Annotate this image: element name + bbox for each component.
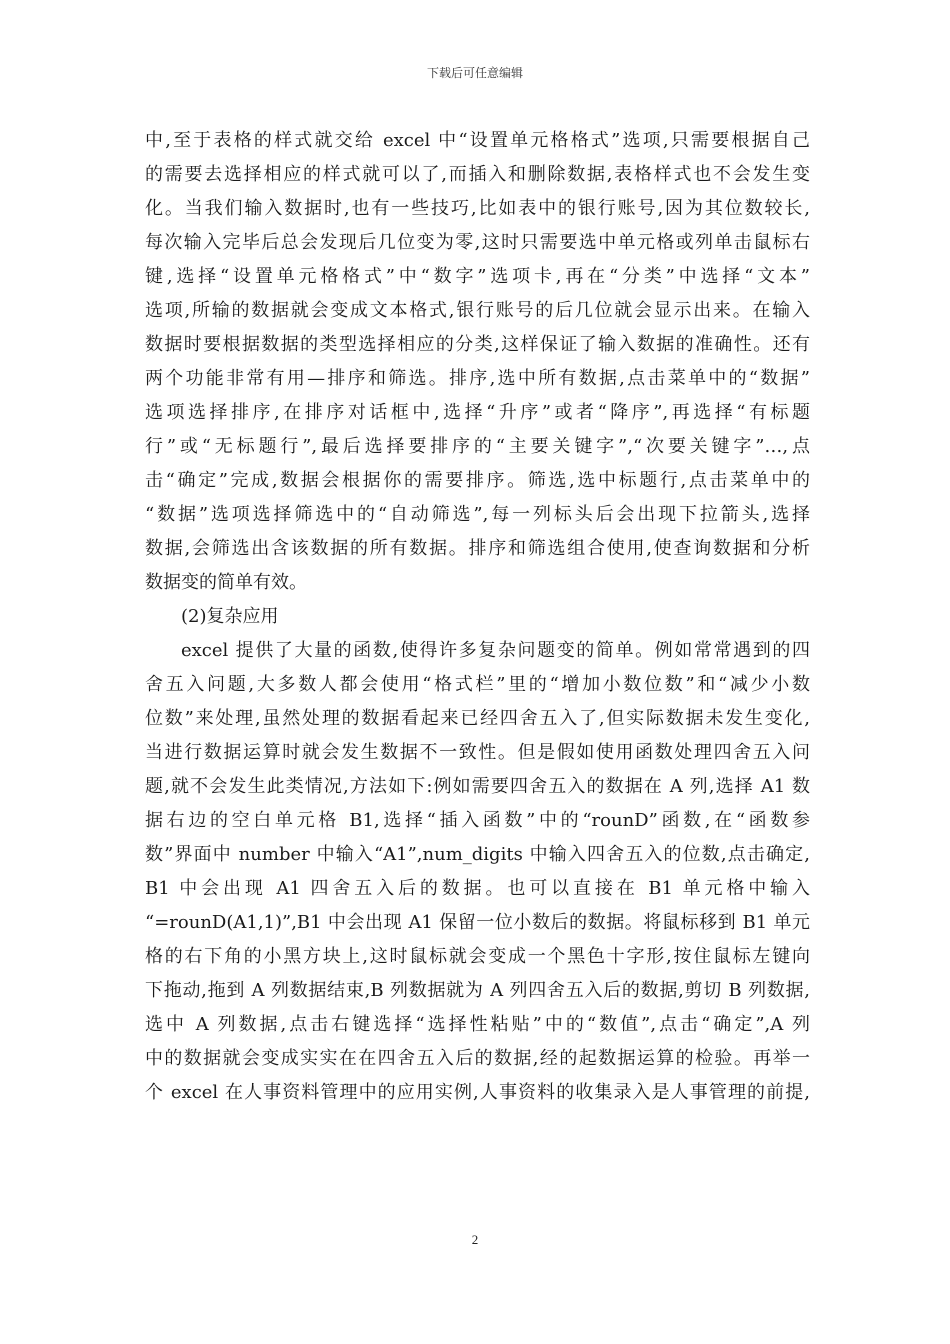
text-line: 每次输入完毕后总会发现后几位变为零,这时只需要选中单元格或列单击鼠标右 [145,232,810,253]
text-line: 选项选择排序,在排序对话框中,选择“升序”或者“降序”,再选择“有标题 [145,402,810,423]
text-line: 数据,会筛选出含该数据的所有数据。排序和筛选组合使用,使查询数据和分析 [145,538,810,559]
text-line: 的需要去选择相应的样式就可以了,而插入和删除数据,表格样式也不会发生变 [145,164,810,185]
text-line: 数”界面中 number 中输入“A1”,num_digits 中输入四舍五入的位数,点击确定, [145,844,810,865]
text-line: 行”或“无标题行”,最后选择要排序的“主要关键字”,“次要关键字”…,点 [145,436,810,457]
page-number: 2 [471,1232,479,1247]
text-line: 个 excel 在人事资料管理中的应用实例,人事资料的收集录入是人事管理的前提, [145,1082,810,1103]
text-line: excel 提供了大量的函数,使得许多复杂问题变的简单。例如常常遇到的四 [181,640,810,661]
text-line: 击“确定”完成,数据会根据你的需要排序。筛选,选中标题行,点击菜单中的 [145,470,810,491]
text-line: 中,至于表格的样式就交给 excel 中“设置单元格格式”选项,只需要根据自己 [145,130,810,151]
text-line: 位数”来处理,虽然处理的数据看起来已经四舍五入了,但实际数据未发生变化, [145,708,810,729]
text-line: 数据变的简单有效。 [145,572,307,593]
text-line: 两个功能非常有用—排序和筛选。排序,选中所有数据,点击菜单中的“数据” [145,368,810,389]
page-header: 下载后可任意编辑 [426,66,523,80]
text-line: 据右边的空白单元格 B1,选择“插入函数”中的“rounD”函数,在“函数参 [145,810,810,831]
text-line: 选项,所输的数据就会变成文本格式,银行账号的后几位就会显示出来。在输入 [145,300,810,321]
text-line: 舍五入问题,大多数人都会使用“格式栏”里的“增加小数位数”和“减少小数 [145,674,810,695]
text-line: “数据”选项选择筛选中的“自动筛选”,每一列标头后会出现下拉箭头,选择 [145,504,810,525]
text-line: 中的数据就会变成实实在在四舍五入后的数据,经的起数据运算的检验。再举一 [145,1048,810,1069]
text-line: “=rounD(A1,1)”,B1 中会出现 A1 保留一位小数后的数据。将鼠标移到 B1 单元 [145,912,810,933]
text-line: 下拖动,拖到 A 列数据结束,B 列数据就为 A 列四舍五入后的数据,剪切 B 列数据, [145,980,810,1001]
text-line: 选中 A 列数据,点击右键选择“选择性粘贴”中的“数值”,点击“确定”,A 列 [145,1014,810,1035]
text-line: 化。当我们输入数据时,也有一些技巧,比如表中的银行账号,因为其位数较长, [145,198,810,219]
text-line: 数据时要根据数据的类型选择相应的分类,这样保证了输入数据的准确性。还有 [145,334,810,355]
text-line: 当进行数据运算时就会发生数据不一致性。但是假如使用函数处理四舍五入问 [145,742,810,763]
text-line: 键,选择“设置单元格格式”中“数字”选项卡,再在“分类”中选择“文本” [145,266,810,287]
text-line: 格的右下角的小黑方块上,这时鼠标就会变成一个黑色十字形,按住鼠标左键向 [145,946,810,967]
section-heading: (2)复杂应用 [181,606,279,627]
text-line: B1 中会出现 A1 四舍五入后的数据。也可以直接在 B1 单元格中输入 [145,878,810,899]
text-line: 题,就不会发生此类情况,方法如下:例如需要四舍五入的数据在 A 列,选择 A1 数 [145,776,810,797]
